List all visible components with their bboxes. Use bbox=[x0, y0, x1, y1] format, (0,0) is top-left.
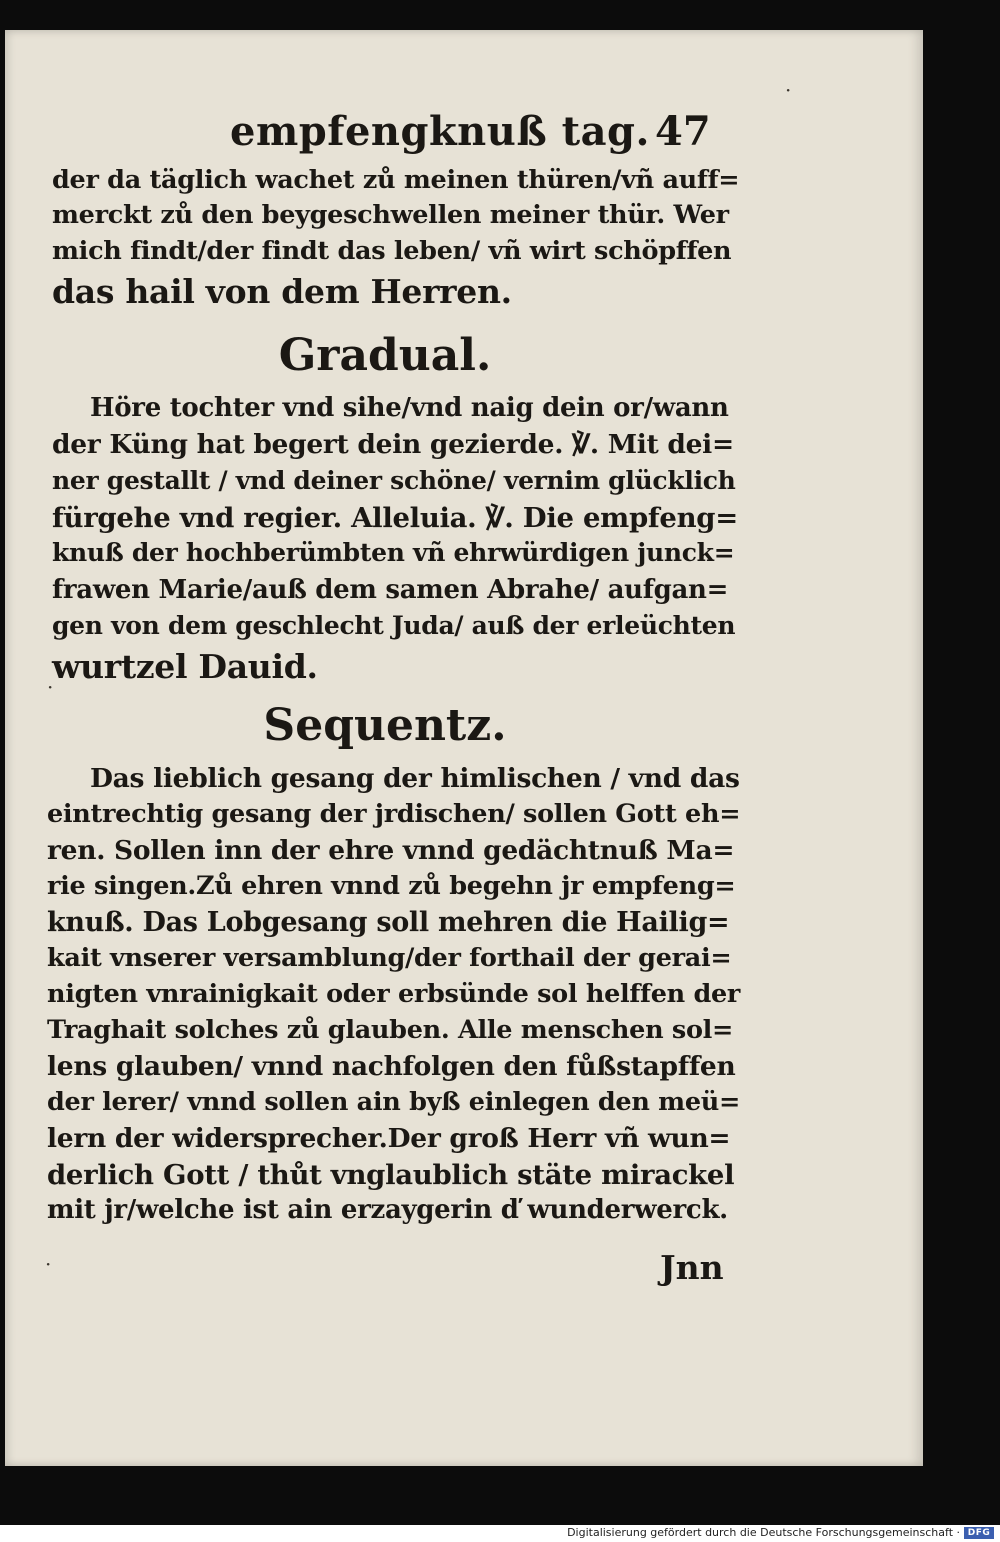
running-head: empfengknuß tag. bbox=[230, 108, 650, 155]
book-page bbox=[5, 30, 923, 1466]
text-line: Höre tochter vnd sihe/vnd naig dein or/wann bbox=[90, 393, 729, 423]
text-line: Das lieblich gesang der himlischen / vnd das bbox=[90, 763, 740, 794]
footer-credit: Digitalisierung gefördert durch die Deutsche Forschungsgemeinschaft · bbox=[567, 1526, 960, 1539]
text-line: der lerer/ vnnd sollen ain byß einlegen den meü= bbox=[47, 1087, 741, 1117]
text-line: lens glauben/ vnnd nachfolgen den fůßstapffen bbox=[47, 1051, 736, 1082]
ink-speck: · bbox=[45, 1252, 52, 1276]
text-line: knuß. Das Lobgesang soll mehren die Hailig= bbox=[47, 907, 730, 938]
text-line: ren. Sollen inn der ehre vnnd gedächtnuß Ma= bbox=[47, 835, 735, 866]
text-line: der da täglich wachet zů meinen thüren/vñ auff= bbox=[52, 165, 740, 195]
text-line: mit jr/welche ist ain erzaygerin ď wunderwerck. bbox=[47, 1195, 728, 1225]
heading-gradual: Gradual. bbox=[278, 330, 492, 381]
text-line: derlich Gott / thůt vnglaublich stäte mirackel bbox=[47, 1159, 735, 1191]
text-line: der Küng hat begert dein gezierde. ℣. Mit dei= bbox=[52, 429, 734, 460]
text-line: kait vnserer versamblung/der forthail der gerai= bbox=[47, 943, 732, 973]
text-line: rie singen.Zů ehren vnnd zů begehn jr empfeng= bbox=[47, 871, 736, 901]
dfg-logo: DFG bbox=[964, 1527, 994, 1539]
text-line: merckt zů den beygeschwellen meiner thür. Wer bbox=[52, 200, 729, 230]
text-line: lern der widersprecher.Der groß Herr vñ wun= bbox=[47, 1123, 731, 1154]
text-line: das hail von dem Herren. bbox=[52, 272, 512, 311]
text-line: ner gestallt / vnd deiner schöne/ vernim glücklich bbox=[52, 466, 736, 495]
catchword: Jnn bbox=[660, 1248, 724, 1287]
ink-speck: · bbox=[785, 78, 792, 102]
text-line: wurtzel Dauid. bbox=[52, 647, 318, 686]
text-line: Traghait solches zů glauben. Alle menschen sol= bbox=[47, 1015, 734, 1045]
text-line: mich findt/der findt das leben/ vñ wirt schöpffen bbox=[52, 236, 732, 266]
page-number: 47 bbox=[655, 108, 711, 155]
text-line: eintrechtig gesang der jrdischen/ sollen Gott eh= bbox=[47, 799, 741, 829]
text-line: frawen Marie/auß dem samen Abrahe/ aufgan= bbox=[52, 575, 729, 605]
text-line: nigten vnrainigkait oder erbsünde sol helffen der bbox=[47, 979, 741, 1009]
running-header bbox=[5, 108, 923, 168]
ink-speck: · bbox=[47, 675, 54, 699]
heading-sequentz: Sequentz. bbox=[263, 700, 507, 751]
text-line: gen von dem geschlecht Juda/ auß der erleüchten bbox=[52, 611, 736, 640]
text-line: knuß der hochberümbten vñ ehrwürdigen junck= bbox=[52, 538, 735, 567]
footer-bar bbox=[0, 1525, 1000, 1542]
text-line: fürgehe vnd regier. Alleluia. ℣. Die empfeng= bbox=[52, 502, 738, 534]
